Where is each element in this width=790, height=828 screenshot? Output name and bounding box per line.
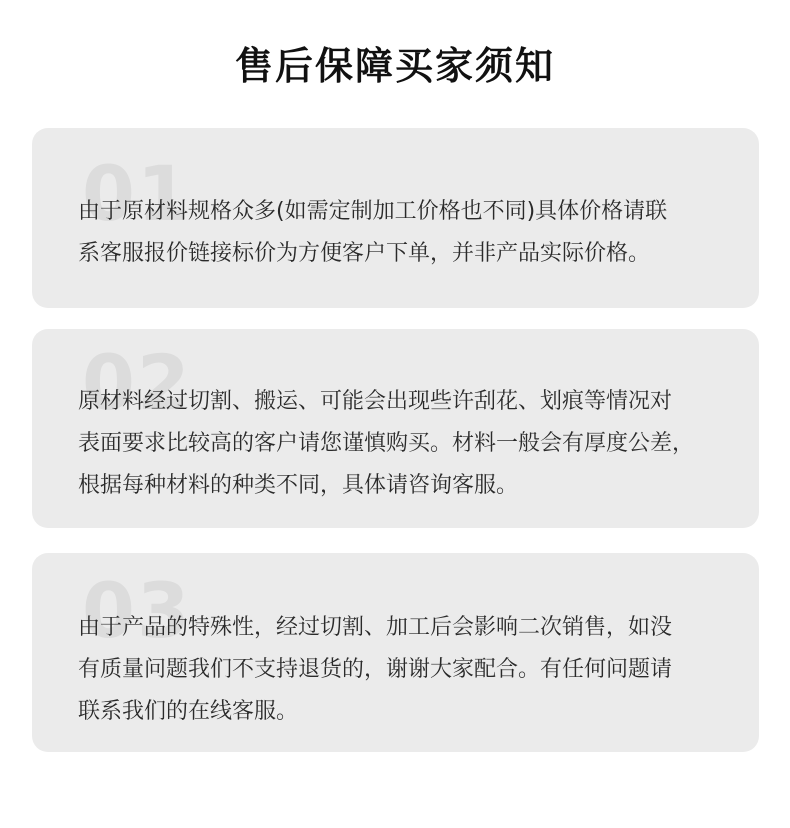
card-number: 03 xyxy=(82,566,192,655)
card-text xyxy=(78,381,744,507)
card-text xyxy=(78,607,744,733)
text-line: 由于产品的特殊性，经过切割、加工后会影响二次销售，如没 xyxy=(78,615,673,640)
text-line: 原材料经过切割、搬运、可能会出现些许刮花、划痕等情况对 xyxy=(78,389,673,414)
card-number: 01 xyxy=(82,149,192,238)
notice-card-1 xyxy=(32,128,759,308)
notice-card-3 xyxy=(32,553,759,752)
text-line: 联系我们的在线客服。 xyxy=(78,699,299,724)
text-line: 由于原材料规格众多(如需定制加工价格也不同)具体价格请联 xyxy=(78,199,668,224)
notice-card-2 xyxy=(32,329,759,528)
text-line: 系客服报价链接标价为方便客户下单，并非产品实际价格。 xyxy=(78,241,651,266)
card-number: 02 xyxy=(82,338,192,427)
text-line: 表面要求比较高的客户请您谨慎购买。材料一般会有厚度公差， xyxy=(78,431,695,456)
page-title: 售后保障买家须知 xyxy=(234,44,555,88)
text-line: 根据每种材料的种类不同，具体请咨询客服。 xyxy=(78,473,519,498)
card-text xyxy=(78,191,744,275)
text-line: 有质量问题我们不支持退货的，谢谢大家配合。有任何问题请 xyxy=(78,657,673,682)
